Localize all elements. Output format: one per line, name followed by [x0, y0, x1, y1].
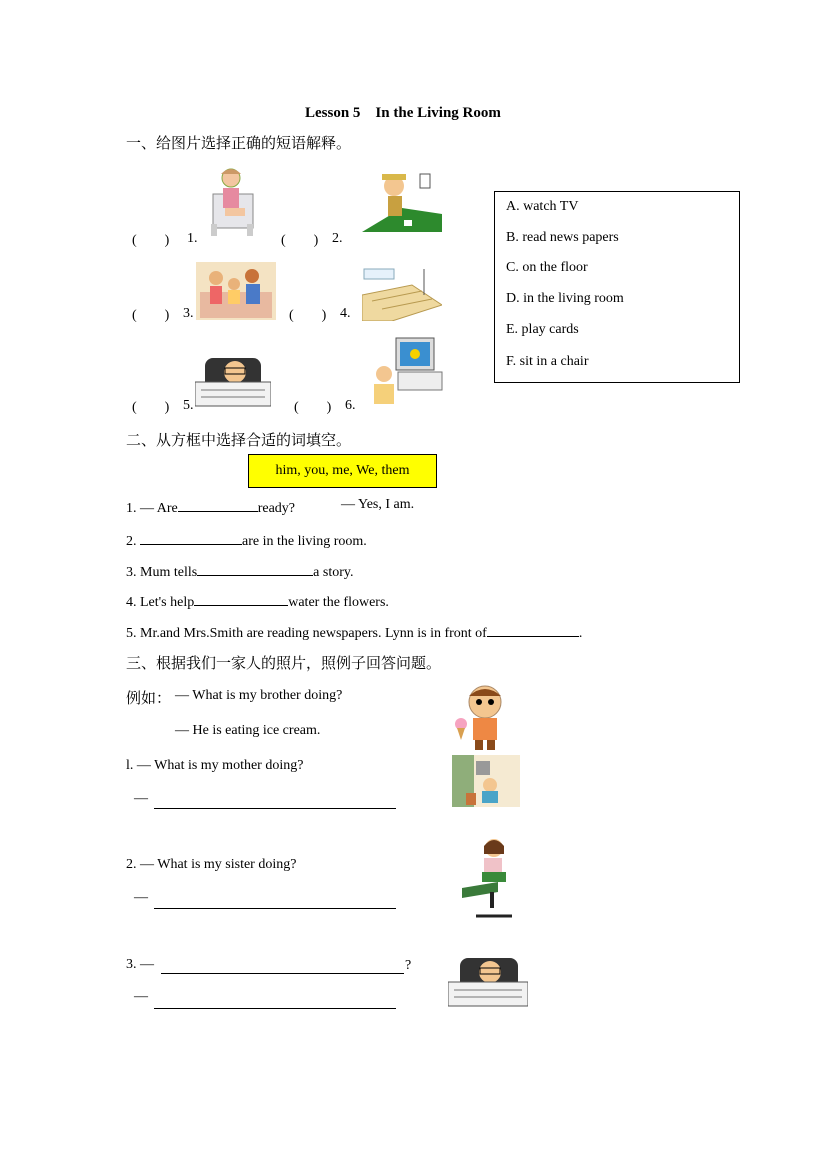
- play-cards-picture: [362, 166, 442, 236]
- item-number-2: 2.: [332, 231, 343, 246]
- answer-paren-1[interactable]: ( ): [132, 233, 170, 248]
- answer-paren-2[interactable]: ( ): [281, 233, 319, 248]
- grandpa-newspaper-picture: [448, 952, 528, 1010]
- read-newspapers-picture: [195, 352, 271, 410]
- section2-heading: 二、从方框中选择合适的词填空。: [126, 431, 352, 449]
- option-f: F. sit in a chair: [506, 354, 589, 369]
- blank-5[interactable]: [487, 622, 579, 637]
- answer-paren-4[interactable]: ( ): [289, 308, 327, 323]
- blank-2[interactable]: [140, 530, 242, 545]
- answer-dash-2: —: [134, 890, 148, 905]
- q3-text: 3. Mum tells: [126, 565, 198, 580]
- word-bank: him, you, me, We, them: [248, 454, 437, 488]
- section1-heading: 一、给图片选择正确的短语解释。: [126, 134, 352, 152]
- watch-tv-picture: [368, 334, 448, 410]
- options-box: [494, 191, 740, 383]
- item-number-3: 3.: [183, 306, 194, 321]
- sit-in-chair-picture: [207, 166, 265, 236]
- fill-question-3: [126, 561, 353, 581]
- example-answer: — He is eating ice cream.: [175, 723, 321, 738]
- fill-question-4: [126, 591, 389, 611]
- item-number-5: 5.: [183, 398, 194, 413]
- answer-dash-3: —: [134, 989, 148, 1004]
- q3-text-end: a story.: [313, 565, 354, 580]
- fill-question-1: [126, 497, 295, 517]
- blank-1[interactable]: [178, 497, 258, 512]
- mother-picture: [452, 755, 520, 807]
- question-3-line[interactable]: [161, 973, 404, 974]
- answer-paren-3[interactable]: ( ): [132, 308, 170, 323]
- answer-line-2[interactable]: [154, 908, 396, 909]
- example-question: — What is my brother doing?: [175, 688, 343, 703]
- item-number-6: 6.: [345, 398, 356, 413]
- answer-dash-1: —: [134, 791, 148, 806]
- fill-question-5: [126, 622, 582, 642]
- question-2: 2. — What is my sister doing?: [126, 857, 297, 872]
- fill-question-2: [126, 530, 367, 550]
- page-title: Lesson 5 In the Living Room: [305, 105, 501, 121]
- q4-text-end: water the flowers.: [288, 595, 389, 610]
- example-label: 例如：: [126, 689, 172, 707]
- answer-paren-5[interactable]: ( ): [132, 400, 170, 415]
- section3-heading: 三、根据我们一家人的照片，照例子回答问题。: [126, 654, 442, 672]
- q5-text-end: .: [578, 626, 583, 641]
- question-3-start: 3. —: [126, 957, 154, 972]
- q1-text-end: ready?: [257, 501, 296, 516]
- brother-eating-ice-cream-picture: [451, 682, 519, 752]
- question-3-mark: ?: [405, 958, 412, 973]
- q1-text: 1. — Are: [126, 501, 178, 516]
- q1-answer: — Yes, I am.: [341, 497, 415, 512]
- answer-line-1[interactable]: [154, 808, 396, 809]
- option-a: A. watch TV: [506, 199, 579, 214]
- option-b: B. read news papers: [506, 230, 619, 245]
- item-number-4: 4.: [340, 306, 351, 321]
- question-1: l. — What is my mother doing?: [126, 758, 304, 773]
- q5-text: 5. Mr.and Mrs.Smith are reading newspapers. Lynn is in front of: [126, 626, 487, 641]
- blank-3[interactable]: [197, 561, 313, 576]
- q4-text: 4. Let's help: [126, 595, 195, 610]
- q2-number: 2.: [126, 534, 137, 549]
- option-d: D. in the living room: [506, 291, 624, 306]
- option-c: C. on the floor: [506, 260, 588, 275]
- option-e: E. play cards: [506, 322, 579, 337]
- on-the-floor-picture: [362, 265, 442, 321]
- item-number-1: 1.: [187, 231, 198, 246]
- q2-text: are in the living room.: [242, 534, 367, 549]
- answer-line-3[interactable]: [154, 1008, 396, 1009]
- sister-sitting-picture: [454, 836, 522, 922]
- blank-4[interactable]: [194, 591, 288, 606]
- living-room-picture: [196, 262, 276, 320]
- answer-paren-6[interactable]: ( ): [294, 400, 332, 415]
